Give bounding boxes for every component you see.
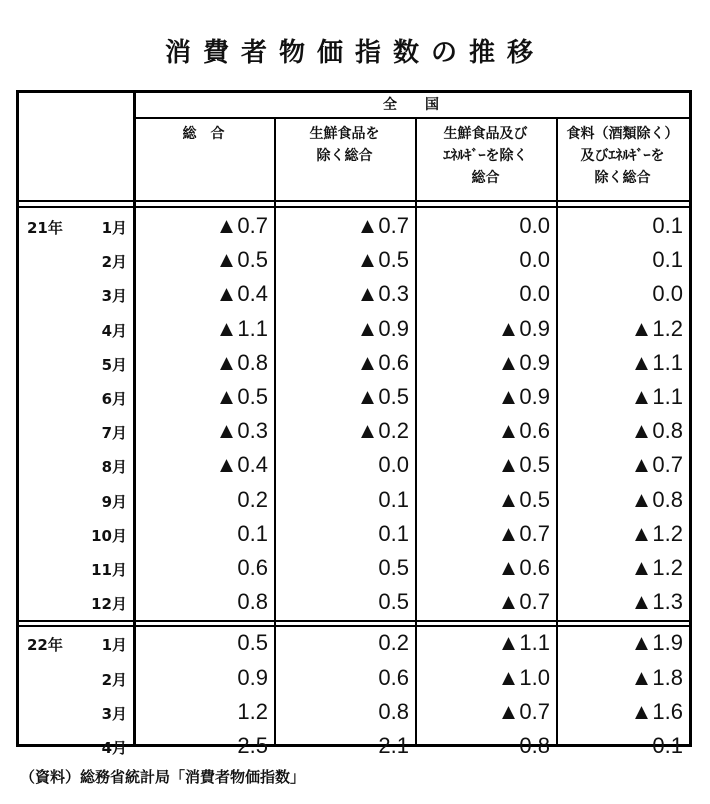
column-header-line: 除く総合 bbox=[316, 148, 373, 164]
value-cell: 0.8 bbox=[237, 589, 268, 615]
value-cell: 0.1 bbox=[652, 247, 683, 273]
value-cell: ▲0.7 bbox=[497, 520, 550, 546]
value-cell: ▲0.5 bbox=[356, 247, 409, 273]
value-cell: 0.5 bbox=[378, 555, 409, 580]
month-label: 9月 bbox=[101, 492, 127, 511]
value-cell: 0.8 bbox=[519, 733, 550, 758]
value-cell: ▲0.3 bbox=[215, 418, 268, 444]
column-header-line: ｴﾈﾙｷﾞｰを除く bbox=[443, 148, 528, 164]
column-header bbox=[274, 123, 415, 167]
value-cell: ▲0.3 bbox=[356, 281, 409, 307]
value-cell: ▲1.1 bbox=[215, 315, 268, 341]
cpi-table bbox=[16, 90, 692, 758]
value-cell: ▲1.2 bbox=[630, 555, 683, 580]
value-cell: ▲0.4 bbox=[215, 281, 268, 307]
value-cell: 2.5 bbox=[237, 733, 268, 758]
month-label: 3月 bbox=[101, 287, 127, 306]
column-header bbox=[556, 123, 689, 189]
header-divider bbox=[19, 200, 689, 202]
value-cell: ▲0.5 bbox=[497, 486, 550, 512]
value-cell: ▲1.1 bbox=[630, 349, 683, 375]
month-label: 8月 bbox=[101, 458, 127, 477]
value-cell: ▲0.5 bbox=[497, 452, 550, 478]
month-label: 10月 bbox=[91, 526, 127, 545]
value-cell: ▲0.2 bbox=[356, 418, 409, 444]
value-cell: ▲1.1 bbox=[497, 630, 550, 656]
page-title: 消費者物価指数の推移 bbox=[164, 38, 545, 68]
value-cell: ▲0.7 bbox=[630, 452, 683, 478]
column-header bbox=[133, 123, 274, 145]
value-cell: ▲0.7 bbox=[497, 698, 550, 724]
month-label: 4月 bbox=[101, 739, 127, 757]
value-cell: ▲0.8 bbox=[630, 486, 683, 512]
month-label: 7月 bbox=[101, 424, 127, 443]
value-cell: 0.0 bbox=[519, 247, 550, 273]
value-cell: ▲0.6 bbox=[497, 555, 550, 580]
value-cell: ▲0.6 bbox=[356, 349, 409, 375]
group-header: 全 国 bbox=[383, 97, 439, 113]
value-cell: ▲1.9 bbox=[630, 630, 683, 656]
value-cell: 0.1 bbox=[378, 486, 409, 512]
value-cell: ▲0.9 bbox=[497, 315, 550, 341]
year-label: 22年 bbox=[27, 636, 63, 655]
value-cell: 0.2 bbox=[378, 630, 409, 656]
column-header-line: 除く総合 bbox=[594, 170, 651, 186]
value-cell: 0.5 bbox=[237, 630, 268, 656]
value-cell: ▲0.9 bbox=[497, 349, 550, 375]
value-cell: 0.9 bbox=[237, 664, 268, 690]
value-cell: 0.6 bbox=[378, 664, 409, 690]
column-header bbox=[415, 123, 556, 189]
column-header-line: 生鮮食品を bbox=[309, 126, 380, 142]
month-label: 3月 bbox=[101, 704, 127, 723]
year-label: 21年 bbox=[27, 219, 63, 237]
value-cell: ▲0.9 bbox=[497, 384, 550, 409]
month-label: 6月 bbox=[101, 390, 127, 408]
value-cell: 0.0 bbox=[519, 213, 550, 238]
month-label: 2月 bbox=[101, 670, 127, 689]
value-cell: ▲0.7 bbox=[215, 213, 268, 238]
column-header-line: 及びｴﾈﾙｷﾞｰを bbox=[580, 148, 665, 164]
value-cell: 1.2 bbox=[237, 698, 268, 724]
value-cell: ▲0.8 bbox=[215, 349, 268, 375]
column-header-line: 食料（酒類除く） bbox=[566, 126, 679, 142]
value-cell: ▲0.5 bbox=[215, 384, 268, 409]
value-cell: 0.1 bbox=[378, 520, 409, 546]
column-header-line: 生鮮食品及び bbox=[443, 126, 528, 142]
group-header-divider bbox=[133, 117, 689, 119]
value-cell: ▲1.0 bbox=[497, 664, 550, 690]
value-cell: ▲1.3 bbox=[630, 589, 683, 615]
month-label: 2月 bbox=[101, 253, 127, 272]
value-cell: ▲0.9 bbox=[356, 315, 409, 341]
value-cell: 0.2 bbox=[237, 486, 268, 512]
source-note: （資料）総務省統計局「消費者物価指数」 bbox=[20, 768, 306, 786]
value-cell: 0.6 bbox=[237, 555, 268, 580]
value-cell: 0.0 bbox=[378, 452, 409, 478]
value-cell: 0.0 bbox=[652, 281, 683, 307]
value-cell: 0.1 bbox=[652, 213, 683, 238]
value-cell: 0.8 bbox=[378, 698, 409, 724]
column-header-line: 総 合 bbox=[182, 126, 225, 142]
value-cell: ▲0.5 bbox=[356, 384, 409, 409]
value-cell: ▲0.6 bbox=[497, 418, 550, 444]
value-cell: ▲0.5 bbox=[215, 247, 268, 273]
value-cell: ▲0.7 bbox=[356, 213, 409, 238]
value-cell: 0.1 bbox=[237, 520, 268, 546]
value-cell: 0.5 bbox=[378, 589, 409, 615]
month-label: 4月 bbox=[101, 321, 127, 340]
month-label: 1月 bbox=[101, 636, 127, 655]
value-cell: 0.0 bbox=[519, 281, 550, 307]
month-label: 11月 bbox=[91, 561, 127, 579]
month-label: 5月 bbox=[101, 355, 127, 374]
column-header-line: 総合 bbox=[471, 170, 500, 186]
value-cell: 2.1 bbox=[378, 733, 409, 758]
value-cell: ▲0.4 bbox=[215, 452, 268, 478]
value-cell: ▲0.8 bbox=[630, 418, 683, 444]
month-label: 1月 bbox=[101, 219, 127, 237]
year-divider bbox=[19, 620, 689, 622]
value-cell: ▲1.8 bbox=[630, 664, 683, 690]
value-cell: ▲1.2 bbox=[630, 520, 683, 546]
value-cell: ▲1.1 bbox=[630, 384, 683, 409]
value-cell: ▲0.7 bbox=[497, 589, 550, 615]
header-divider-double bbox=[19, 206, 689, 208]
month-label: 12月 bbox=[91, 595, 127, 614]
value-cell: 0.1 bbox=[652, 733, 683, 758]
value-cell: ▲1.2 bbox=[630, 315, 683, 341]
value-cell: ▲1.6 bbox=[630, 698, 683, 724]
